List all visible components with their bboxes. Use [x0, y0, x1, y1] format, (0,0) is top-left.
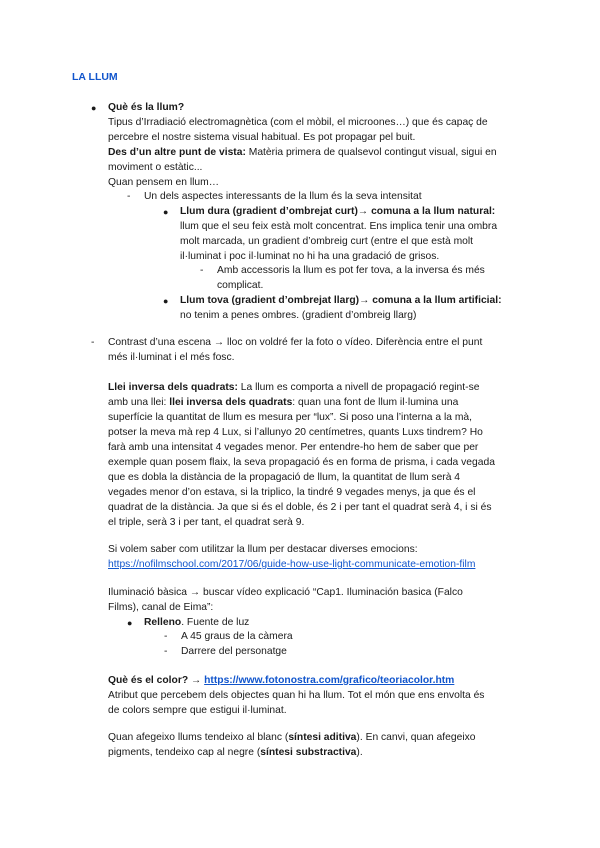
paragraph-line: vegades menor d’on estava, si la triplico, la tindré 9 vegades menys, ja que és el — [108, 487, 476, 498]
paragraph-line: Atribut que percebem dels objectes quan hi ha llum. Tot el món que ens envolta és — [108, 690, 485, 701]
bold-term: llei inversa dels quadrats — [169, 397, 293, 408]
paragraph-line: superfície la quantitat de llum es mesura per “lux”. Si poso una l’interna a la mà, — [108, 412, 473, 423]
bullet-icon: ● — [127, 618, 133, 628]
paragraph-line: no tenim a penes ombres. (gradient d’ombreig llarg) — [180, 310, 417, 321]
list-item: Amb accessoris la llum es pot fer tova, a la inversa és més — [217, 265, 485, 276]
paragraph-line: de colors sempre que estigui il·luminat. — [108, 705, 287, 716]
dash-icon: - — [200, 265, 204, 276]
bold-term: síntesi aditiva — [288, 732, 357, 743]
paragraph-line: percebre el nostre sistema visual habitual. Es pot propagar pel buit. — [108, 132, 416, 143]
color-theory-link[interactable]: https://www.fotonostra.com/grafico/teoriacolor.htm — [204, 675, 455, 686]
bullet-icon: ● — [163, 296, 169, 306]
soft-light-heading: Llum tova (gradient d’ombrejat llarg)→ comuna a la llum artificial: — [180, 295, 502, 306]
paragraph-line: Iluminació bàsica → buscar vídeo explicació “Cap1. Iluminación basica (Falco — [108, 587, 463, 598]
list-item: complicat. — [217, 280, 264, 291]
list-item: A 45 graus de la càmera — [181, 631, 293, 642]
list-item: Darrere del personatge — [181, 646, 287, 657]
paragraph-line: exemple quan posem flaix, la seva propagació és en forma de prisma, i cada vegada — [108, 457, 495, 468]
paragraph-line: quadrat de la distància. Ja que si és el doble, és 2 i per tant el quadrat serà 4, i si és — [108, 502, 492, 513]
bold-term: Des d’un altre punt de vista: — [108, 147, 246, 158]
list-item: Un dels aspectes interessants de la llum és la seva intensitat — [144, 191, 422, 202]
bold-term: síntesi substractiva — [260, 747, 357, 758]
paragraph-line: Films), canal de Eima”: — [108, 602, 214, 613]
paragraph-line — [108, 673, 454, 688]
paragraph-line: llum que el seu feix està molt concentrat. Ens implica tenir una ombra — [180, 221, 498, 232]
paragraph-line — [108, 745, 363, 760]
paragraph-line — [108, 145, 497, 160]
paragraph-line: Quan pensem en llum… — [108, 177, 220, 188]
inverse-law-heading: Llei inversa dels quadrats: — [108, 382, 238, 393]
text-span: Quan afegeixo llums tendeixo al blanc ( — [108, 732, 289, 743]
paragraph-line — [108, 395, 458, 410]
paragraph-line: més il·luminat i el més fosc. — [108, 352, 235, 363]
paragraph-line: potser la meva mà rep 4 Lux, si l’allunyo 20 centímetres, quants Luxs tindrem? Ho — [108, 427, 483, 438]
hard-light-heading: Llum dura (gradient d’ombrejat curt)→ comuna a la llum natural: — [180, 206, 496, 217]
text-span: ). — [356, 747, 363, 758]
dash-icon: - — [164, 631, 168, 642]
paragraph-line: farà amb una intensitat 4 vegades menor. Per entendre-ho hem de saber que per — [108, 442, 479, 453]
text-span: ). En canvi, quan afegeixo — [356, 732, 476, 743]
paragraph-line — [108, 730, 476, 745]
dash-icon: - — [164, 646, 168, 657]
text-span: amb una llei: — [108, 397, 170, 408]
bullet-icon: ● — [163, 207, 169, 217]
dash-icon: - — [127, 191, 131, 202]
paragraph-line: Tipus d’Irradiació electromagnètica (com el mòbil, el microones…) que és capaç de — [108, 117, 488, 128]
paragraph-line: que es dobla la distància de la propagació de llum, la quantitat de llum serà 4 — [108, 472, 461, 483]
bold-term: Relleno — [144, 617, 182, 628]
text-span: Matèria primera de qualsevol contingut visual, sigui en — [245, 147, 497, 158]
text-span: . Fuente de luz — [181, 617, 250, 628]
text-span: : quan una font de llum il·lumina una — [292, 397, 459, 408]
text-span: La llum es comporta a nivell de propagació regint-se — [237, 382, 480, 393]
bullet-icon: ● — [91, 103, 97, 113]
paragraph-line: Contrast d’una escena → lloc on voldré fer la foto o vídeo. Diferència entre el punt — [108, 337, 483, 348]
color-heading: Què és el color? → — [108, 675, 205, 686]
paragraph-line: Si volem saber com utilitzar la llum per destacar diverses emocions: — [108, 544, 418, 555]
section-heading-what-is-light: Què és la llum? — [108, 102, 185, 113]
paragraph-line: molt marcada, un gradient d’ombreig curt (entre el que està molt — [180, 236, 474, 247]
emotion-link-line — [108, 557, 475, 572]
paragraph-line: il·luminat i poc il·luminat no hi ha una gradació de grisos. — [180, 251, 440, 262]
page-title: LA LLUM — [72, 71, 118, 83]
emotion-article-link[interactable]: https://nofilmschool.com/2017/06/guide-how-use-light-communicate-emotion-film — [108, 559, 476, 570]
paragraph-line: moviment o estàtic... — [108, 162, 203, 173]
paragraph-line: el triple, serà 3 i per tant, el quadrat serà 9. — [108, 517, 305, 528]
dash-icon: - — [91, 337, 95, 348]
paragraph-line — [108, 380, 479, 395]
list-item — [144, 615, 249, 630]
text-span: pigments, tendeixo cap al negre ( — [108, 747, 261, 758]
